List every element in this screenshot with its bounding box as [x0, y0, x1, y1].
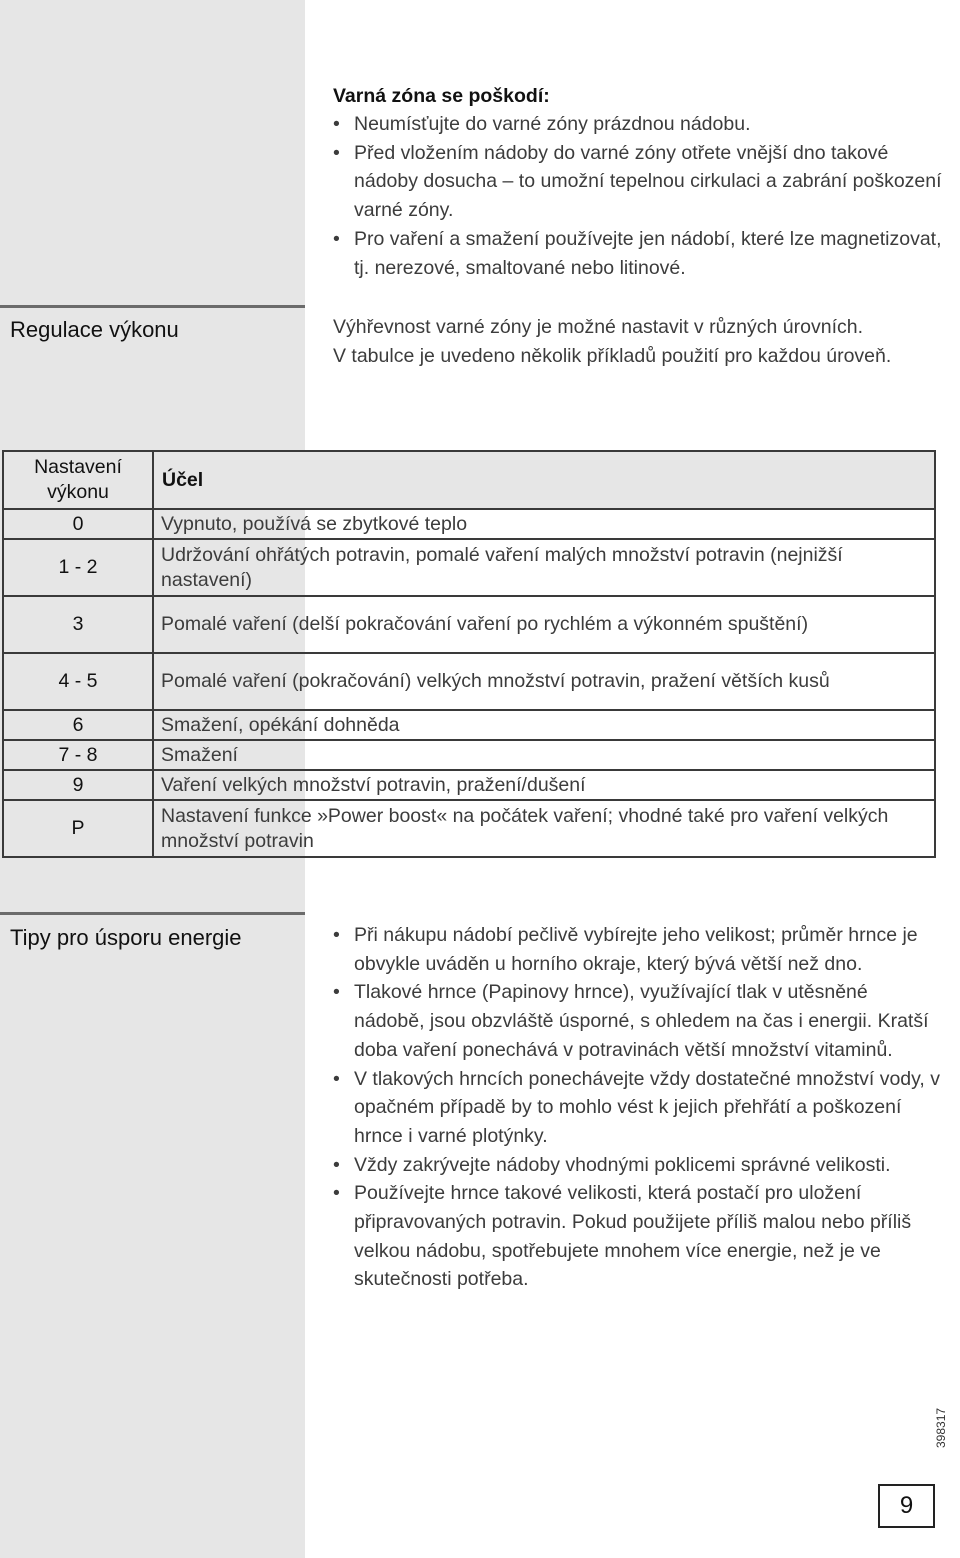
table-row [3, 770, 935, 800]
purpose-cell: Pomalé vaření (pokračování) velkých množství potravin, pražení větších kusů [153, 653, 935, 710]
level-cell: 1 - 2 [3, 539, 153, 596]
power-regulation-label: Regulace výkonu [0, 305, 305, 344]
level-cell: 6 [3, 710, 153, 740]
table-row [3, 596, 935, 653]
energy-tip-bullet: • Vždy zakrývejte nádoby vhodnými poklicemi správné velikosti. [333, 1151, 943, 1180]
power-regulation-paragraph-1: Výhřevnost varné zóny je možné nastavit v různých úrovních. [333, 316, 864, 338]
damage-bullet: • Neumísťujte do varné zóny prázdnou nádobu. [333, 110, 943, 139]
level-cell: 7 - 8 [3, 740, 153, 770]
table-row [3, 740, 935, 770]
energy-tip-bullet: • V tlakových hrncích ponechávejte vždy dostatečné množství vody, v opačném případě by to mohlo vést k jejich přehřátí a poškození hrnce i varné plotýnky. [333, 1065, 943, 1151]
table-row [3, 509, 935, 539]
table-row [3, 539, 935, 596]
energy-tips-section [333, 921, 943, 1294]
purpose-cell: Smažení [153, 740, 935, 770]
table-row [3, 710, 935, 740]
energy-tips-label: Tipy pro úsporu energie [0, 912, 305, 952]
table-row [3, 800, 935, 857]
purpose-cell: Pomalé vaření (delší pokračování vaření po rychlém a výkonném spuštění) [153, 596, 935, 653]
purpose-cell: Vaření velkých množství potravin, pražení/dušení [153, 770, 935, 800]
level-cell: 9 [3, 770, 153, 800]
energy-tip-bullet: • Tlakové hrnce (Papinovy hrnce), využívající tlak v utěsněné nádobě, jsou obzvláště úsporné, s ohledem na čas i energii. Kratší doba vaření ponechává v potravinách větší množství vitaminů. [333, 978, 943, 1064]
damage-bullet-list [333, 110, 943, 282]
energy-tip-bullet: • Používejte hrnce takové velikosti, která postačí pro uložení připravovaných potravin. Pokud použijete příliš malou nebo příliš velkou nádobu, spotřebujete mnohem více energie, než je ve skutečnosti potřeba. [333, 1179, 943, 1294]
table-header-row [3, 451, 935, 509]
table-row [3, 653, 935, 710]
column-header-purpose: Účel [153, 451, 935, 509]
level-cell: P [3, 800, 153, 857]
damage-heading: Varná zóna se poškodí: [333, 85, 550, 107]
purpose-cell: Nastavení funkce »Power boost« na počátek vaření; vhodné také pro vaření velkých množství potravin [153, 800, 935, 857]
page-number: 9 [878, 1484, 935, 1528]
power-settings-table [2, 450, 936, 858]
purpose-cell: Udržování ohřátých potravin, pomalé vaření malých množství potravin (nejnižší nastavení) [153, 539, 935, 596]
energy-tip-bullet: • Při nákupu nádobí pečlivě vybírejte jeho velikost; průměr hrnce je obvykle uváděn u horního okraje, který bývá větší než dno. [333, 921, 943, 978]
damage-bullet: • Před vložením nádoby do varné zóny otřete vnější dno takové nádoby dosucha – to umožní tepelnou cirkulaci a zabrání poškození varné zóny. [333, 139, 943, 225]
power-regulation-paragraph-2: V tabulce je uvedeno několik příkladů použití pro každou úroveň. [333, 344, 892, 367]
level-cell: 0 [3, 509, 153, 539]
damage-bullet: • Pro vaření a smažení používejte jen nádobí, které lze magnetizovat, tj. nerezové, smaltované nebo litinové. [333, 225, 943, 282]
damage-section [333, 82, 943, 282]
energy-tips-bullet-list [333, 921, 943, 1294]
purpose-cell: Smažení, opékání dohněda [153, 710, 935, 740]
purpose-cell: Vypnuto, používá se zbytkové teplo [153, 509, 935, 539]
level-cell: 3 [3, 596, 153, 653]
level-cell: 4 - 5 [3, 653, 153, 710]
column-header-setting: Nastavení výkonu [3, 451, 153, 509]
power-regulation-text [333, 313, 933, 370]
document-id: 398317 [934, 1407, 948, 1448]
